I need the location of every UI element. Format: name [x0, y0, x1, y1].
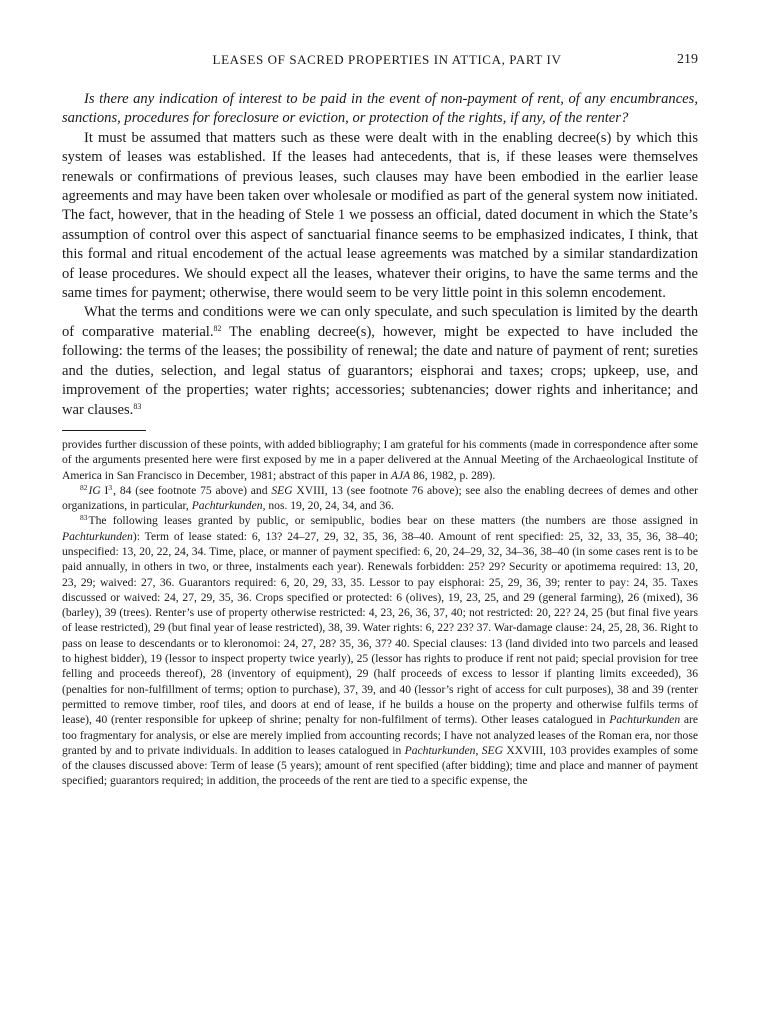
abbrev-italic: Pachturkunden	[62, 529, 133, 543]
page-number: 219	[677, 52, 698, 67]
main-text	[62, 90, 698, 420]
footnote-ref: 83	[133, 401, 142, 411]
page	[62, 52, 698, 789]
paragraph-text: The enabling decree(s), however, might be expected to have included the following: the terms of the leases; the possibility of renewal; the date and nature of payment of rent; sureties and the duties, selection, and legal status of guarantors; eisphorai and taxes; crops; upkeep, use, and improvement of the properties; water rights; accessories; subtenancies; dower rights and inheritance; and war clauses.	[62, 323, 699, 418]
footnote-text: provides further discussion of these points, with added bibliography; I am grateful for his comments (made in correspondence after some of the arguments presented here were first exposed by me in a paper delivered at the Annual Meeting of the Archaeological Institute of America in San Francisco in December, 1981; abstract of this paper in	[62, 437, 698, 482]
footnote-continued	[62, 437, 698, 483]
abbrev-italic: IG	[88, 483, 101, 497]
journal-abbrev: AJA	[390, 468, 411, 482]
footnote-text: , nos. 19, 20, 24, 34, and 36.	[262, 499, 394, 513]
footnote-text: are too fragmentary for analysis, or else are merely implied from accounting records; I have not analyzed leases of the Roman era, nor those granted by and to private individuals. In addition to leases catalogued in	[62, 713, 698, 757]
footnote-text: The following leases granted by public, or semipublic, bodies bear on these matters (the numbers are those assigned in	[88, 514, 698, 528]
footnote-text: XXVIII, 103 provides examples of some of the clauses discussed above: Term of lease (5 years); amount of rent specified (after bidding); time and place and manner of payment specified; guarantors required; in addition, the proceeds of the rent are tied to a specific expense, the	[62, 743, 698, 788]
footnote-text: ,	[475, 743, 482, 757]
running-header	[62, 52, 698, 74]
edition-superscript: 3	[108, 482, 113, 492]
footnote-number: 83	[80, 513, 88, 523]
body-paragraph	[62, 303, 698, 419]
abbrev-italic: SEG	[481, 743, 503, 757]
footnote-ref: 82	[213, 323, 222, 333]
footnotes	[62, 437, 698, 789]
footnote-text: 86, 1982, p. 289).	[410, 468, 496, 482]
abbrev-italic: Pachturkunden	[609, 713, 681, 727]
footnote-rule	[62, 430, 146, 431]
footnote-text: XVIII, 13 (see footnote 76 above); see also the enabling decrees of demes and other organizations, in particular,	[62, 483, 698, 513]
footnote-number: 82	[80, 482, 88, 492]
paragraph-text: What the terms and conditions were we can only speculate, and such speculation is limited by the dearth of comparative material.	[62, 304, 698, 340]
body-paragraph: It must be assumed that matters such as these were dealt with in the enabling decree(s) by which this system of leases was established. If the leases had antecedents, that is, if these leases were themselves renewals or confirmations of previous leases, such clauses may have been embodied in the earlier lease agreements and may have been taken over wholesale or modified as part of the general system now initiated. The fact, however, that in the heading of Stele 1 we possess an official, dated document in which the State’s assumption of control over this aspect of sanctuarial finance seems to be emphasized indicates, I think, that this formal and ritual encodement of the actual lease agreements was matched by a similar standardization of lease procedures. We should expect all the leases, whatever their origins, to have the same terms and the same times for payment; otherwise, there would seem to be very little point in this solemn encodement.	[62, 129, 698, 302]
abbrev-italic: SEG	[271, 483, 293, 497]
footnote-text: ): Term of lease stated: 6, 13? 24–27, 29, 32, 35, 36, 38–40. Amount of rent specified: 25, 32, 33, 35, 36, 38–40; unspecified: 13, 20, 22, 24, 34. Time, place, or manner of payment specified: 6, 20, 24–29, 32, 34–36, 38–40 (in some cases rent is to be paid annually, in others in two, or three, instalments each year). Renewals forbidden: 25? 29? Security or apotimema required: 13, 20, 23, 29; waived: 27, 36. Guarantors required: 6, 20, 29, 33, 35. Lessor to pay eisphorai: 25, 29, 36, 39; renter to pay: 24, 35. Taxes discussed or waived: 24, 27, 29, 35, 36. Crops specified or protected: 6 (olives), 19, 23, 25, and 29 (general farming), 26 (mixed), 36 (barley), 39 (trees). Renter’s use of property otherwise restricted: 4, 23, 26, 36, 37, 40; not restricted: 20, 22? 24, 25 (but final five years of lease restricted), 29 (but final year of lease restricted), 38, 39. Water rights: 6, 22? 23? 37. War-damage clause: 24, 25, 28, 36. Right to pass on lease to descendants or to kleronomoi: 24, 27, 28? 35, 36, 37? 40. Special clauses: 13 (land divided into two parcels and leased to highest bidder), 19 (lessor to inspect property twice yearly), 25 (lessor has rights to produce if rent not paid; special provision for tree felling and proceeds thereof), 28 (inventory of equipment), 29 (half proceeds of excess to lessor if planting limits exceeded), 36 (penalties for non-fulfillment of terms; option to purchase), 37, 39, and 40 (lessor’s right of access for cult purposes), 38 and 39 (renter permitted to remove timber, roof tiles, and doors at end of lease, if he builds a house on the property and otherwise fulfils terms of lease), 40 (renter responsible for upkeep of shrine; penalty for non-fulfilment of terms). Other leases catalogued in	[62, 529, 698, 727]
abbrev-italic: Pachturkunden	[404, 743, 476, 757]
abbrev-italic: Pachturkunden	[191, 499, 263, 513]
question-paragraph: Is there any indication of interest to be paid in the event of non-payment of rent, of any encumbrances, sanctions, procedures for foreclosure or eviction, or protection of the rights, if any, of the renter?	[62, 91, 698, 127]
footnote-text: , 84 (see footnote 75 above) and	[113, 483, 272, 497]
footnote-82: $^{82}$IG $I^3$, 84 (see footnote 75 above) and SEG XVIII, 13 (see footnote 76 above); see also the enabling decrees of demes and other organizations, in particular, Pachturkunden, nos. 19, 20, 24, 34, and 36.	[62, 482, 698, 513]
footnote-83	[62, 513, 698, 788]
running-title: LEASES OF SACRED PROPERTIES IN ATTICA, PART IV	[212, 52, 562, 67]
